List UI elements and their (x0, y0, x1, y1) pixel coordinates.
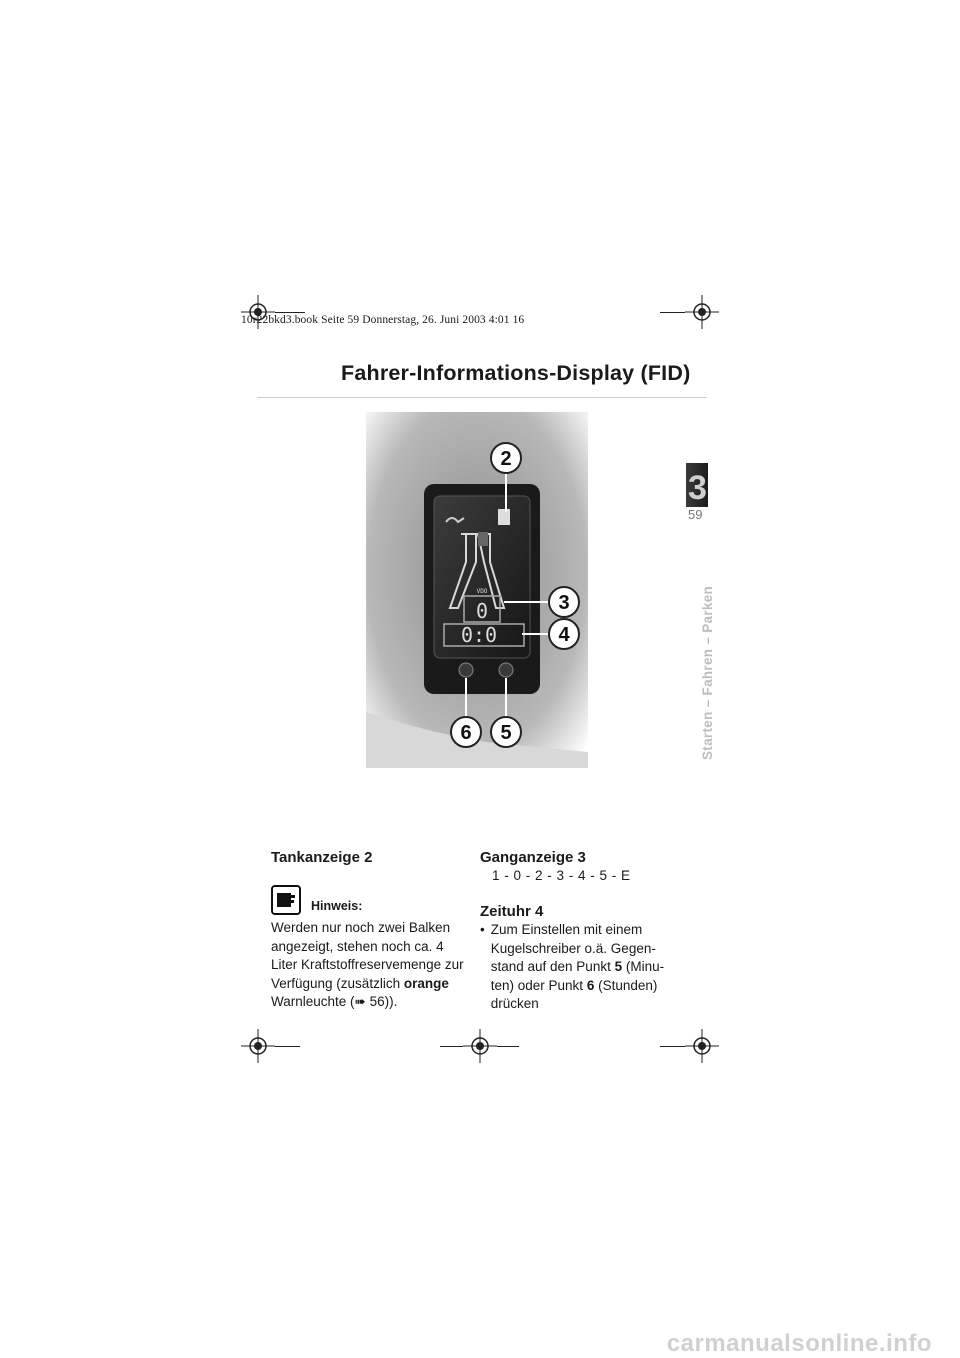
clock-text-2: (Minu-ten) oder Punkt (490, 959, 665, 993)
note-text-end: Warnleuchte (➠ 56)). (271, 994, 398, 1009)
crop-mark-bottom-right (685, 1029, 719, 1063)
crop-mark-top-right (685, 295, 719, 329)
callout-3-label: 3 (558, 592, 570, 614)
callout-2-label: 2 (500, 448, 512, 470)
fuel-bar (478, 532, 488, 546)
clock-text-1: Zum Einstellen mit einem Kugelschreiber o.ä. Gegen-stand auf den Punkt (490, 922, 656, 974)
callout-4-label: 4 (558, 624, 570, 646)
clock-point-minutes: 5 (614, 959, 623, 974)
tank-heading: Tankanzeige 2 (271, 849, 373, 866)
clock-value: 0:0 (460, 623, 498, 647)
note-header (271, 885, 471, 915)
page-number: 59 (688, 507, 703, 522)
gear-sequence: 1 - 0 - 2 - 3 - 4 - 5 - E (492, 868, 631, 883)
fuel-pump-icon (498, 509, 510, 525)
chapter-side-label: Starten – Fahren – Parken (700, 585, 715, 760)
crop-mark-bottom-left (241, 1029, 275, 1063)
right-column (480, 849, 690, 1014)
clock-point-hours: 6 (586, 977, 595, 993)
clock-instruction-text (491, 921, 666, 1014)
crop-line (660, 312, 685, 313)
left-column (271, 849, 471, 1012)
note-emphasis-orange: orange (403, 975, 449, 991)
print-header: 10r22bkd3.book Seite 59 Donnerstag, 26. Juni 2003 4:01 16 (241, 314, 525, 326)
page-title: Fahrer-Informations-Display (FID) (341, 361, 691, 385)
crop-line (440, 1046, 463, 1047)
crop-line (497, 1046, 519, 1047)
chapter-number: 3 (688, 469, 707, 507)
note-label: Hinweis: (311, 899, 363, 913)
button-hours (459, 663, 473, 677)
title-divider (257, 397, 707, 398)
callout-6-label: 6 (460, 722, 472, 744)
bullet: • (480, 922, 485, 937)
crop-line (660, 1046, 685, 1047)
fid-photo (366, 412, 588, 768)
crop-line (275, 1046, 300, 1047)
clock-text-3: (Stunden) drücken (490, 977, 658, 1011)
gear-heading: Ganganzeige 3 (480, 849, 586, 866)
note-body (271, 919, 467, 1012)
watermark: carmanualsonline.info (666, 1330, 932, 1357)
note-icon (271, 885, 301, 915)
gear-value: 0 (475, 599, 489, 623)
button-minutes (499, 663, 513, 677)
clock-heading: Zeituhr 4 (480, 903, 544, 920)
callout-5-label: 5 (500, 722, 512, 744)
vdo-brand: VDO (476, 588, 488, 595)
clock-instruction (480, 921, 690, 1014)
crop-mark-bottom-center (463, 1029, 497, 1063)
crop-line (275, 312, 305, 313)
note-text: Werden nur noch zwei Balken angezeigt, stehen noch ca. 4 Liter Kraftstoffreservemenge zur Verfügung (zusätzlich (271, 920, 464, 991)
